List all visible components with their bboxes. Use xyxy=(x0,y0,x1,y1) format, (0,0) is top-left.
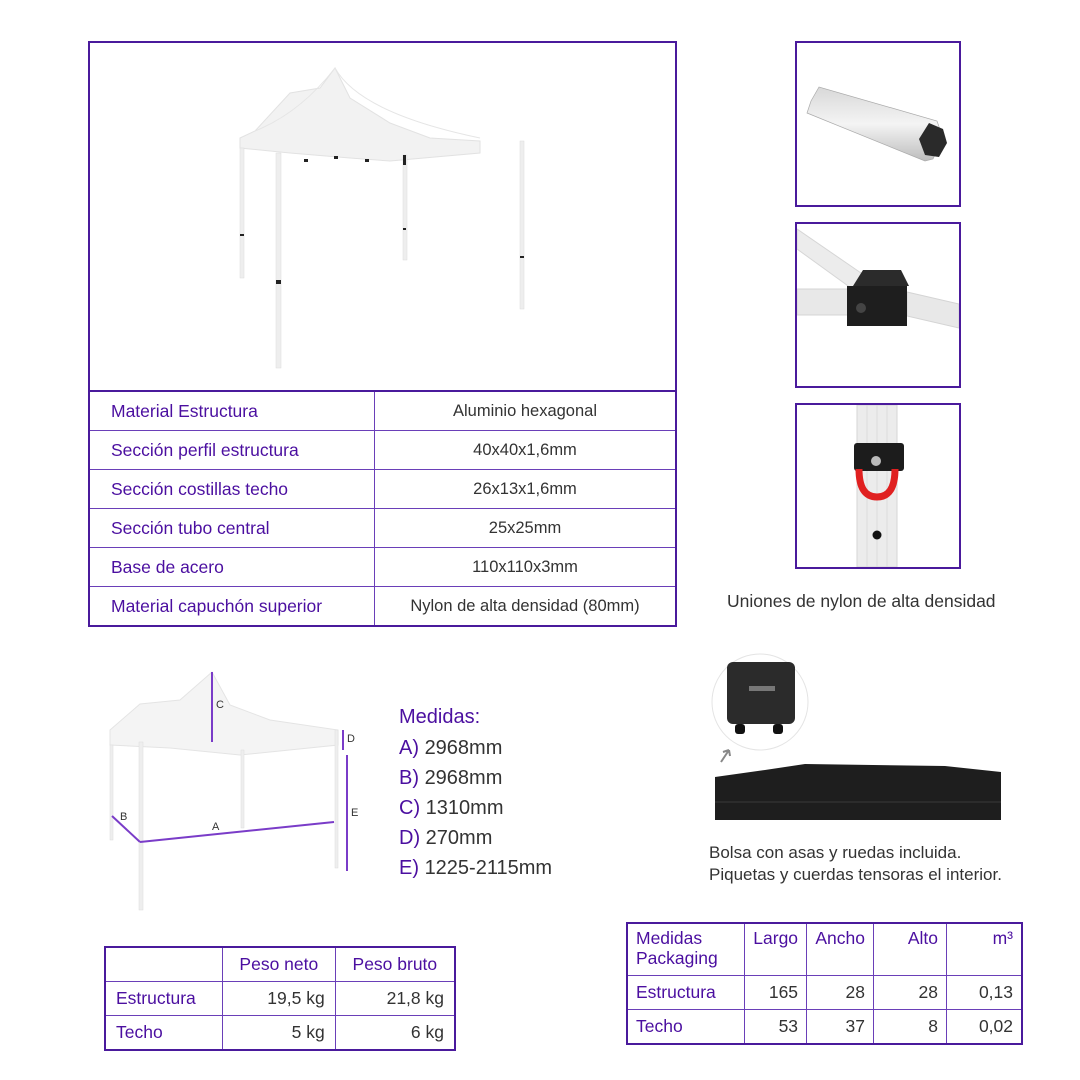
table-row xyxy=(89,470,676,509)
junction-icon xyxy=(797,224,959,386)
table-row xyxy=(89,509,676,548)
table-row: Estructura 165 28 28 0,13 xyxy=(627,975,1022,1009)
spec-label: Material Estructura xyxy=(89,391,375,431)
spec-label: Sección tubo central xyxy=(89,509,375,548)
bag-caption: Bolsa con asas y ruedas incluida. Piquetas y cuerdas tensoras el interior. xyxy=(709,843,1002,884)
spec-value: Aluminio hexagonal xyxy=(375,391,677,431)
packaging-table xyxy=(626,922,1023,1045)
unions-caption: Uniones de nylon de alta densidad xyxy=(727,591,996,611)
spec-value: 40x40x1,6mm xyxy=(375,431,677,470)
table-row xyxy=(89,391,676,431)
tent-dimensions-diagram xyxy=(100,660,370,920)
medida-e: E) 1225-2115mm xyxy=(399,857,553,879)
nylon-junction-photo xyxy=(795,222,961,388)
spec-label: Base de acero xyxy=(89,548,375,587)
spec-label: Sección costillas techo xyxy=(89,470,375,509)
table-header: Medidas Packaging Largo Ancho Alto m³ xyxy=(627,923,1022,975)
carry-bag-image xyxy=(705,652,1005,824)
spec-value: 110x110x3mm xyxy=(375,548,677,587)
table-row: Techo 53 37 8 0,02 xyxy=(627,1009,1022,1044)
spec-table xyxy=(88,390,677,627)
weight-table xyxy=(104,946,456,1051)
spec-label: Sección perfil estructura xyxy=(89,431,375,470)
medidas-block xyxy=(399,706,552,887)
label-e: E xyxy=(351,807,359,819)
medida-b: B) 2968mm xyxy=(399,767,503,789)
medidas-title: Medidas: xyxy=(399,706,481,728)
pin-ring-icon xyxy=(797,405,959,567)
label-a: A xyxy=(212,821,220,833)
label-c: C xyxy=(216,699,224,711)
medida-c: C) 1310mm xyxy=(399,797,504,819)
medida-d: D) 270mm xyxy=(399,827,493,849)
table-row: Estructura 19,5 kg 21,8 kg xyxy=(105,982,455,1016)
medida-a: A) 2968mm xyxy=(399,737,503,759)
pin-ring-photo xyxy=(795,403,961,569)
tent-photo xyxy=(90,43,675,390)
aluminum-tube-icon xyxy=(797,43,959,205)
table-row xyxy=(89,587,676,627)
table-header: Peso neto Peso bruto xyxy=(105,947,455,982)
hexagonal-profile-photo xyxy=(795,41,961,207)
table-row xyxy=(89,431,676,470)
spec-value: Nylon de alta densidad (80mm) xyxy=(375,587,677,627)
arrow-icon xyxy=(721,750,730,762)
label-b: B xyxy=(120,811,128,823)
table-row xyxy=(89,548,676,587)
spec-label: Material capuchón superior xyxy=(89,587,375,627)
spec-value: 26x13x1,6mm xyxy=(375,470,677,509)
tent-photo-frame xyxy=(88,41,677,392)
table-row: Techo 5 kg 6 kg xyxy=(105,1016,455,1051)
spec-value: 25x25mm xyxy=(375,509,677,548)
label-d: D xyxy=(347,733,355,745)
